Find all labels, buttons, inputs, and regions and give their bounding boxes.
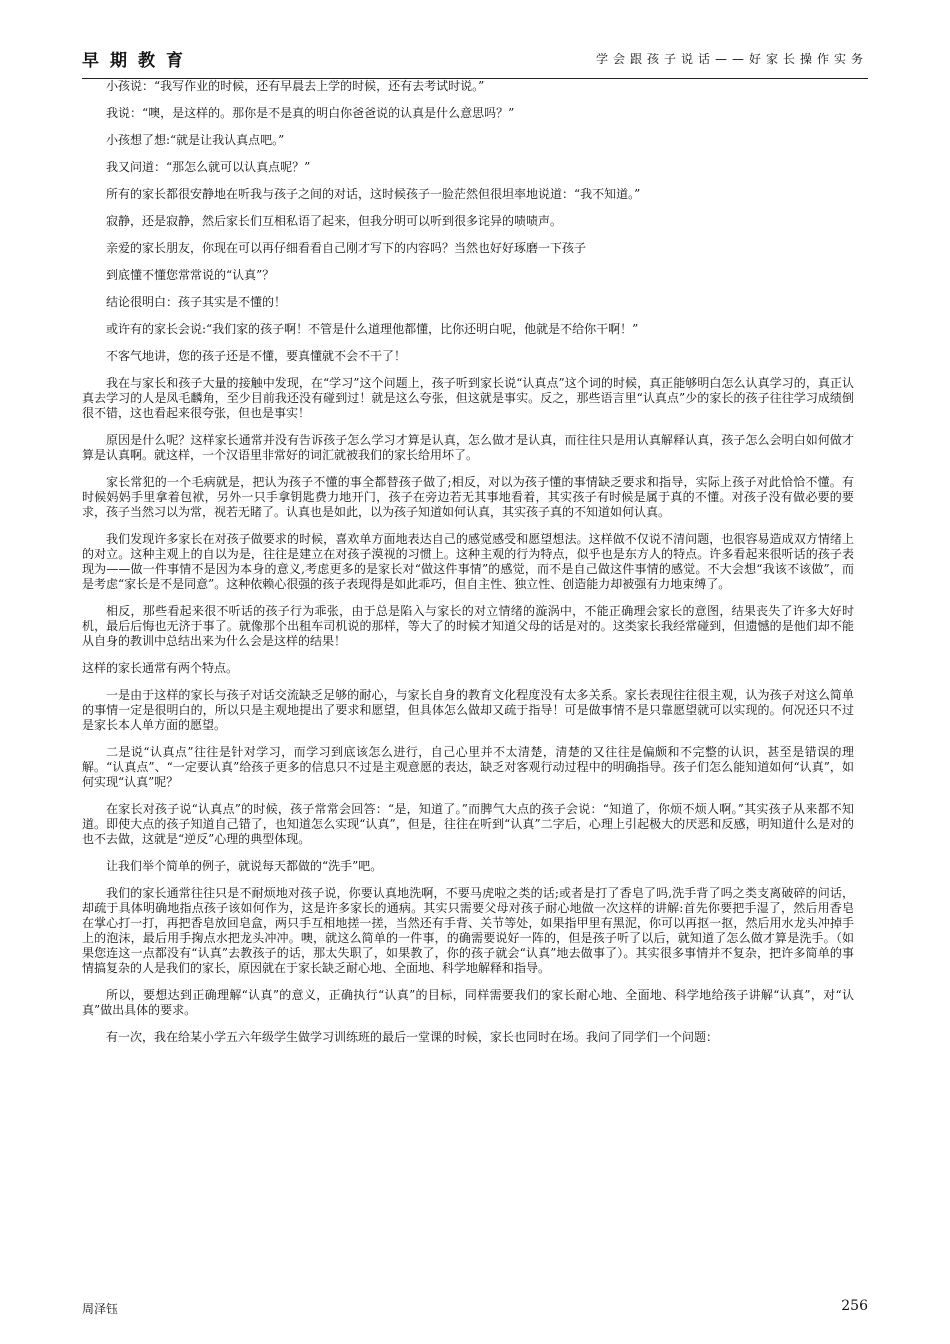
paragraph: 我在与家长和孩子大量的接触中发现，在“学习”这个问题上，孩子听到家长说“认真点”这个词的时候，真正能够明白怎么认真学习的，真正认真去学习的人是凤毛麟角，至少目前我还没有碰到过！就是这么夸张，但这就是事实。反之，那些语言里“认真点”少的家长的孩子往往学习成绩倒很不错，这也看起来很夸张，但也是事实！	[82, 376, 854, 420]
paragraph: 我说：“噢，是这样的。那你是不是真的明白你爸爸说的认真是什么意思吗？”	[106, 106, 515, 120]
paragraph: 二是说“认真点”往往是针对学习，而学习到底该怎么进行，自己心里并不太清楚，清楚的又往往是偏颇和不完整的认识，甚至是错误的理解。“认真点”、“一定要认真”给孩子更多的信息只不过是主观意愿的表达，缺乏对客观行动过程中的明确指导。孩子们怎么能知道如何“认真”，如何实现“认真”呢？	[82, 745, 854, 789]
paragraph: 相反，那些看起来很不听话的孩子行为乖张，由于总是陷入与家长的对立情绪的漩涡中，不能正确理会家长的意图，结果丧失了许多大好时机，最后后悔也无济于事了。就像那个出租车司机说的那样，等大了的时候才知道父母的话是对的。这类家长我经常碰到，但遗憾的是他们却不能从自身的教训中总结出来为什么会是这样的结果！	[82, 604, 854, 648]
paragraph: 结论很明白：孩子其实是不懂的！	[106, 295, 287, 309]
paragraph: 这样的家长通常有两个特点。	[82, 661, 239, 675]
paragraph: 有一次，我在给某小学五六年级学生做学习训练班的最后一堂课的时候，家长也同时在场。我问了同学们一个问题：	[106, 1030, 719, 1044]
paragraph: 所以，要想达到正确理解“认真”的意义，正确执行“认真”的目标，同样需要我们的家长耐心地、全面地、科学地给孩子讲解“认真”，对“认真”做出具体的要求。	[82, 988, 854, 1017]
footer-author: 周泽钰	[82, 1302, 119, 1316]
paragraph: 我们发现许多家长在对孩子做要求的时候，喜欢单方面地表达自己的感觉感受和愿望想法。这样做不仅说不清问题，也很容易造成双方情绪上的对立。这种主观上的自以为是，往往是建立在对孩子漠视的习惯上。这种主观的行为特点，似乎也是东方人的特点。许多看起来很听话的孩子表现为——做一件事情不是因为本身的意义,考虑更多的是家长对“做这件事情”的感觉，而不是自己做这件事情的感觉。不大会想“我该不该做”，而是考虑“家长是不是同意”。这种依赖心很强的孩子表现得是如此乖巧，但自主性、独立性、创造能力却被强有力地束缚了。	[82, 532, 854, 591]
page-header	[82, 44, 868, 79]
paragraph: 让我们举个简单的例子，就说每天都做的“洗手”吧。	[106, 859, 383, 873]
paragraph: 不客气地讲，您的孩子还是不懂，要真懂就不会不干了！	[106, 349, 407, 363]
paragraph: 原因是什么呢？这样家长通常并没有告诉孩子怎么学习才算是认真，怎么做才是认真，而往往只是用认真解释认真，孩子怎么会明白如何做才算是认真啊。就这样，一个汉语里非常好的词汇就被我们的家长给用坏了。	[82, 433, 854, 462]
page-footer	[82, 1298, 868, 1318]
paragraph: 亲爱的家长朋友，你现在可以再仔细看看自己刚才写下的内容吗？当然也好好琢磨一下孩子	[106, 241, 587, 255]
paragraph: 小孩想了想:“就是让我认真点吧。”	[106, 133, 285, 147]
paragraph: 或许有的家长会说:“我们家的孩子啊！不管是什么道理他都懂，比你还明白呢，他就是不给你干啊！”	[106, 322, 639, 336]
paragraph: 我们的家长通常往往只是不耐烦地对孩子说，你要认真地洗啊，不要马虎啦之类的话;或者是打了香皂了吗,洗手背了吗之类支离破碎的问话，却疏于具体明确地指点孩子该如何作为，这是许多家长的通病。其实只需要父母对孩子耐心地做一次这样的讲解:首先你要把手湿了，然后用香皂在掌心打一打，再把香皂放回皂盒，两只手互相地搓一搓，当然还有手背、关节等处，如果指甲里有黑泥，你可以再抠一抠，然后用水龙头冲掉手上的泡沫，最后用手掬点水把龙头冲冲。噢，就这么简单的一件事，的确需要说好一阵的，但是孩子听了以后，就知道了怎么做才算是洗手。（如果您连这一点都没有“认真”去教孩子的话，那太失职了，如果教了，你的孩子就会“认真”地去做事了）。其实很多事情并不复杂，把许多简单的事情搞复杂的人是我们的家长，原因就在于家长缺乏耐心地、全面地、科学地解释和指导。	[82, 886, 854, 975]
page-number: 256	[841, 1298, 868, 1314]
header-book-series: 早期教育	[82, 51, 194, 71]
paragraph: 所有的家长都很安静地在听我与孩子之间的对话，这时候孩子一脸茫然但很坦率地说道：“我不知道。”	[106, 187, 641, 201]
paragraph: 寂静，还是寂静，然后家长们互相私语了起来，但我分明可以听到很多诧异的啧啧声。	[106, 214, 563, 228]
paragraph: 在家长对孩子说“认真点”的时候，孩子常常会回答：“是，知道了。”而脾气大点的孩子会说：“知道了，你烦不烦人啊。”其实孩子从来都不知道。即使大点的孩子知道自己错了，也知道怎么实现“认真”，但是，往往在听到“认真”二字后，心理上引起极大的厌恶和反感，明知道什么是对的也不去做，这就是“逆反”心理的典型体现。	[82, 802, 854, 846]
paragraph: 一是由于这样的家长与孩子对话交流缺乏足够的耐心，与家长自身的教育文化程度没有太多关系。家长表现往往很主观，认为孩子对这么简单的事情一定是很明白的，所以只是主观地提出了要求和愿望，但具体怎么做却又疏于指导！可是做事情不是只靠愿望就可以实现的。何况还只不过是家长本人单方面的愿望。	[82, 688, 854, 732]
paragraph: 小孩说：“我写作业的时候，还有早晨去上学的时候，还有去考试时说。”	[106, 79, 485, 93]
paragraph: 我又问道：“那怎么就可以认真点呢？”	[106, 160, 311, 174]
paragraph: 到底懂不懂您常常说的“认真”？	[106, 268, 275, 282]
paragraph: 家长常犯的一个毛病就是，把认为孩子不懂的事全都替孩子做了;相反，对以为孩子懂的事情缺乏要求和指导，实际上孩子对此恰恰不懂。有时候妈妈手里拿着包袱，另外一只手拿钥匙费力地开门，孩子在旁边若无其事地看着，其实孩子有时候是属于真的不懂。对孩子没有做必要的要求，孩子当然习以为常，视若无睹了。认真也是如此，以为孩子知道如何认真，其实孩子真的不知道如何认真。	[82, 475, 854, 519]
header-book-title: 学会跟孩子说话——好家长操作实务	[595, 52, 868, 66]
body-text	[82, 79, 854, 1057]
